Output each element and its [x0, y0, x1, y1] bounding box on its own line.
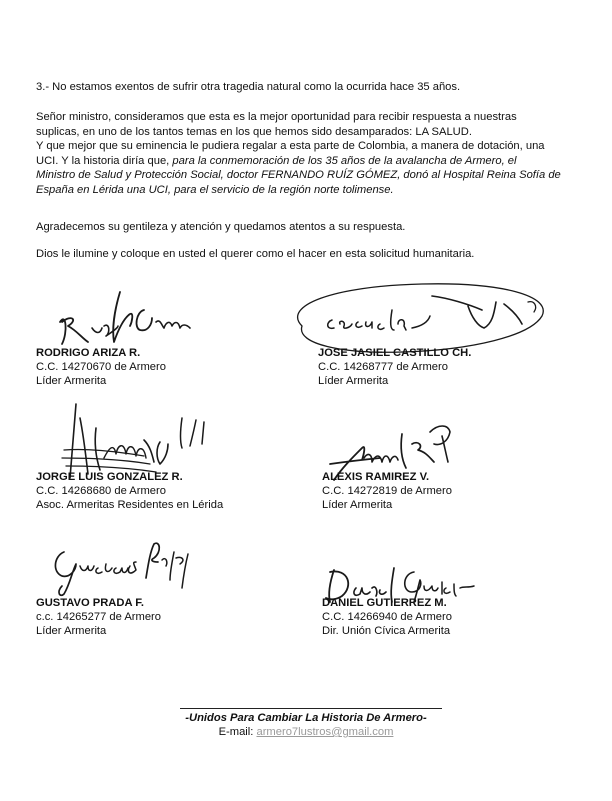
signatory-name: JOSE JASIEL CASTILLO CH.: [318, 347, 472, 359]
signatory-role: Líder Armerita: [318, 375, 389, 388]
signatory-alexis-ramirez: [322, 470, 452, 513]
blessing-text: [36, 247, 576, 262]
email-label: E-mail:: [218, 726, 254, 738]
signatory-jorge-gonzalez: [36, 470, 223, 513]
signatory-role: Líder Armerita: [322, 499, 393, 512]
footer-motto: -Unidos Para Cambiar La Historia De Armero-: [185, 712, 427, 724]
signatory-id: c.c. 14265277 de Armero: [36, 611, 162, 624]
email-link[interactable]: armero7lustros@gmail.com: [256, 726, 394, 738]
paragraph-uci: [36, 139, 576, 197]
point-three: [36, 80, 576, 95]
thanks-line: Agradecemos su gentileza y atención y quedamos atentos a su respuesta.: [36, 221, 406, 233]
paragraph-uci-line-1: Y que mejor que su eminencia le pudiera regalar a esta parte de Colombia, a manera de dotación, una: [36, 140, 545, 152]
blessing-line: Dios le ilumine y coloque en usted el querer como el hacer en esta solicitud humanitaria.: [36, 248, 475, 260]
signatory-id: C.C. 14268777 de Armero: [318, 361, 448, 374]
signature-jorge-gonzalez: [40, 398, 220, 480]
signatory-role: Asoc. Armeritas Residentes en Lérida: [36, 499, 224, 512]
paragraph-uci-line-2: [36, 154, 576, 169]
signatory-id: C.C. 14270670 de Armero: [36, 361, 166, 374]
paragraph-request: [36, 110, 576, 139]
footer-email-line: [0, 726, 612, 738]
signatory-name: ALEXIS RAMIREZ V.: [322, 471, 430, 483]
signature-gustavo-prada: [42, 532, 212, 598]
signatory-name: RODRIGO ARIZA R.: [36, 347, 141, 359]
signatory-name: GUSTAVO PRADA F.: [36, 597, 144, 609]
paragraph-uci-line-2-italic: para la conmemoración de los 35 años de la avalancha de Armero, el: [172, 154, 517, 167]
signatory-role: Dir. Unión Cívica Armerita: [322, 625, 451, 638]
signatory-id: C.C. 14272819 de Armero: [322, 485, 452, 498]
signatory-rodrigo-ariza: [36, 346, 166, 389]
paragraph-uci-line-2-plain: UCI. Y la historia diría que,: [36, 154, 173, 167]
thanks-text: [36, 220, 576, 235]
signatory-name: DANIEL GUTIERREZ M.: [322, 597, 447, 609]
signatory-daniel-gutierrez: [322, 596, 452, 639]
point-three-text: 3.- No estamos exentos de sufrir otra tragedia natural como la ocurrida hace 35 años.: [36, 81, 461, 93]
footer-divider: [180, 708, 442, 709]
signatory-role: Líder Armerita: [36, 625, 107, 638]
paragraph-uci-line-4: España en Lérida una UCI, para el servicio de la región norte tolimense.: [36, 183, 394, 196]
paragraph-request-line-2: suplicas, en uno de los tantos temas en los que hemos sido desamparados: LA SALUD.: [36, 125, 472, 138]
signatory-role: Líder Armerita: [36, 375, 107, 388]
paragraph-uci-line-3: Ministro de Salud y Protección Social, doctor FERNANDO RUÍZ GÓMEZ, donó al Hospital Reina Sofía de: [36, 169, 561, 182]
signature-rodrigo-ariza: [48, 282, 198, 352]
signatory-gustavo-prada: [36, 596, 161, 639]
paragraph-request-line-1: Señor ministro, consideramos que esta es la mejor oportunidad para recibir respuesta a nuestras: [36, 111, 517, 123]
signatory-jose-castillo: [318, 346, 471, 389]
signatory-id: C.C. 14266940 de Armero: [322, 611, 452, 624]
signatory-id: C.C. 14268680 de Armero: [36, 485, 166, 498]
signatory-name: JORGE LUIS GONZALEZ R.: [36, 471, 183, 483]
